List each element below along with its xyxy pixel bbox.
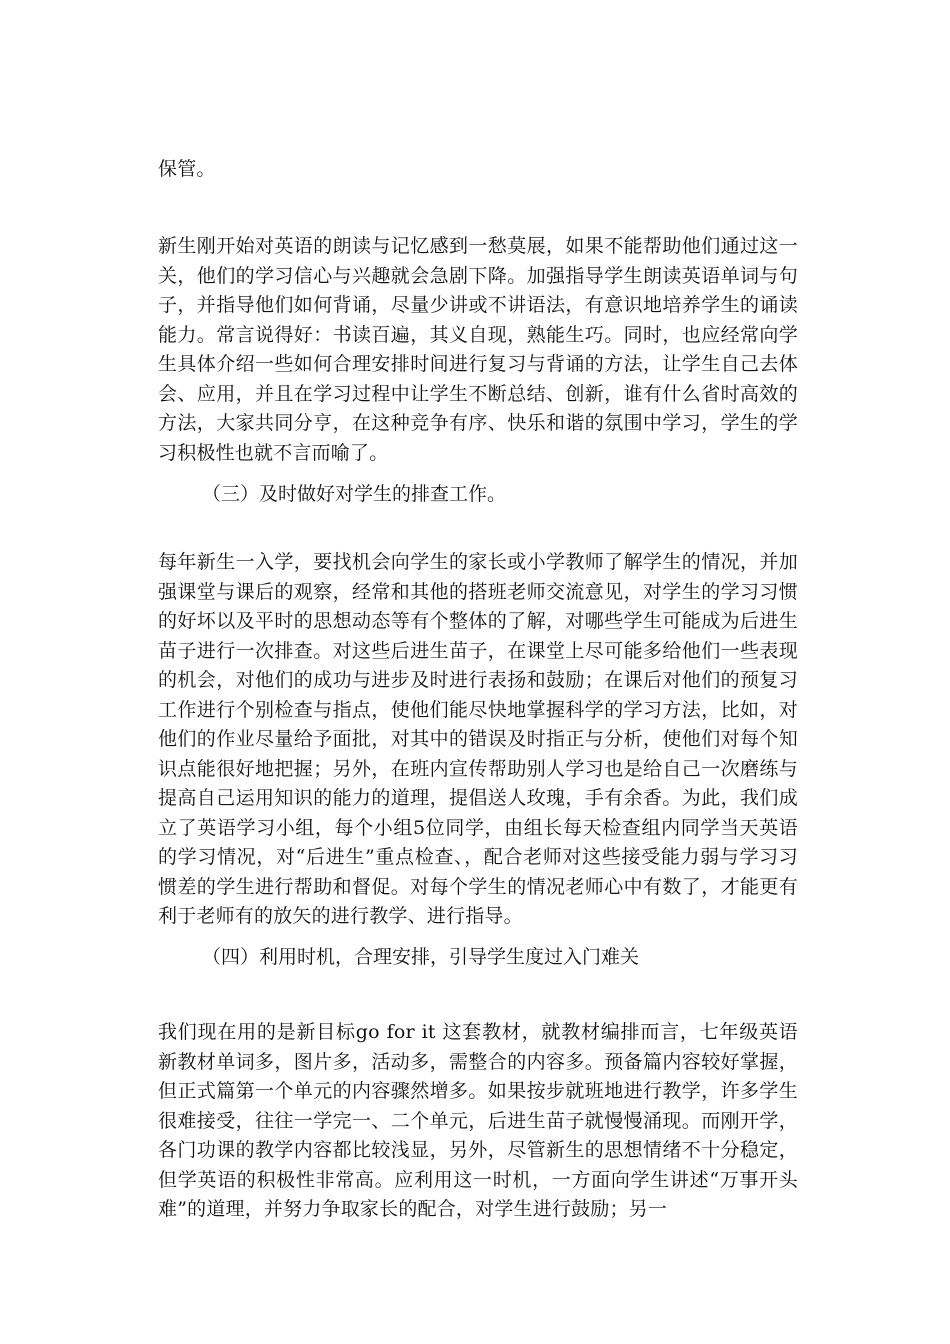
- section-heading-4: （四）利用时机，合理安排，引导学生度过入门难关: [202, 946, 640, 968]
- paragraph-continuation: 保管。: [158, 158, 216, 180]
- paragraph-textbook-timing: 我们现在用的是新目标go for it 这套教材，就教材编排而言，七年级英语新教材单词多，图片多，活动多，需整合的内容多。预备篇内容较好掌握，但正式篇第一个单元的内容骤然增多。如果按步就班地进行教学，许多学生很难接受，往往一学完一、二个单元，后进生苗子就慢慢涌现。而刚开学，各门功课的教学内容都比较浅显，另外，尽管新生的思想情绪不十分稳定，但学英语的积极性非常高。应利用这一时机，一方面向学生讲述“万事开头难”的道理，并努力争取家长的配合，对学生进行鼓励；另一: [158, 1021, 798, 1220]
- section-heading-3: （三）及时做好对学生的排查工作。: [202, 483, 507, 505]
- paragraph-reading-memory: 新生刚开始对英语的朗读与记忆感到一愁莫展，如果不能帮助他们通过这一关，他们的学习信心与兴趣就会急剧下降。加强指导学生朗读英语单词与句子，并指导他们如何背诵，尽量少讲或不讲语法，有意识地培养学生的诵读能力。常言说得好：书读百遍，其义自现，熟能生巧。同时，也应经常向学生具体介绍一些如何合理安排时间进行复习与背诵的方法，让学生自己去体会、应用，并且在学习过程中让学生不断总结、创新，谁有什么省时高效的方法，大家共同分亨，在这种竞争有序、快乐和谐的氛围中学习，学生的学习积极性也就不言而喻了。: [158, 235, 798, 464]
- paragraph-student-screening: 每年新生一入学，要找机会向学生的家长或小学教师了解学生的情况，并加强课堂与课后的观察，经常和其他的搭班老师交流意见，对学生的学习习惯的好坏以及平时的思想动态等有个整体的了解，对哪些学生可能成为后进生苗子进行一次排查。对这些后进生苗子，在课堂上尽可能多给他们一些表现的机会，对他们的成功与进步及时进行表扬和鼓励；在课后对他们的预复习工作进行个别检查与指点，使他们能尽快地掌握科学的学习方法，比如，对他们的作业尽量给予面批，对其中的错误及时指正与分析，使他们对每个知识点能很好地把握；另外，在班内宣传帮助别人学习也是给自己一次磨练与提高自己运用知识的能力的道理，提倡送人玫瑰，手有余香。为此，我们成立了英语学习小组，每个小组5位同学，由组长每天检查组内同学当天英语的学习情况，对“后进生”重点检查、，配合老师对这些接受能力弱与学习习惯差的学生进行帮助和督促。对每个学生的情况老师心中有数了，才能更有利于老师有的放矢的进行教学、进行指导。: [158, 551, 798, 927]
